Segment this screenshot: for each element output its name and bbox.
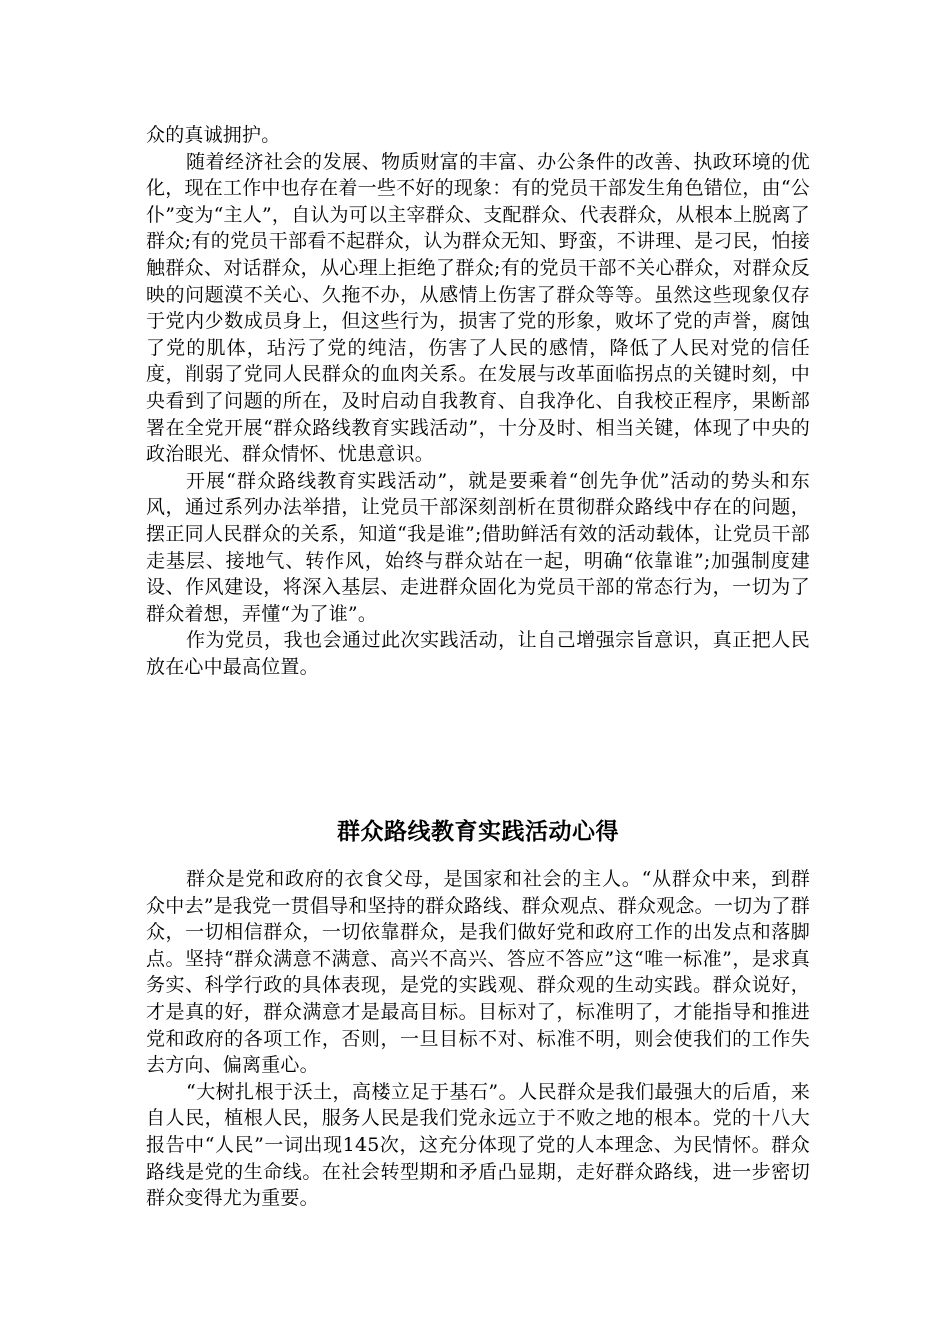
continued-essay-section: [146, 122, 810, 680]
paragraph-continuation: 众的真诚拥护。: [146, 124, 281, 146]
paragraph: 群众是党和政府的衣食父母，是国家和社会的主人。“从群众中来，到群众中去”是我党一贯倡导和坚持的群众路线、群众观点、群众观念。一切为了群众，一切相信群众，一切依靠群众，是我们做好党和政府工作的出发点和落脚点。坚持“群众满意不满意、高兴不高兴、答应不答应”这“唯一标准”，是求真务实、科学行政的具体表现，是党的实践观、群众观的生动实践。群众说好，才是真的好，群众满意才是最高目标。目标对了，标准明了，才能指导和推进党和政府的各项工作，否则，一旦目标不对、标准不明，则会使我们的工作失去方向、偏离重心。: [146, 868, 810, 1077]
paragraph: 作为党员，我也会通过此次实践活动，让自己增强宗旨意识，真正把人民放在心中最高位置。: [146, 629, 810, 678]
paragraph: “大树扎根于沃土，高楼立足于基石”。人民群众是我们最强大的后盾，来自人民，植根人民，服务人民是我们党永远立于不败之地的根本。党的十八大报告中“人民”一词出现145次，这充分体现了党的人本理念、为民情怀。群众路线是党的生命线。在社会转型期和矛盾凸显期，走好群众路线，进一步密切群众变得尤为重要。: [146, 1080, 810, 1210]
essay-body: [146, 866, 810, 1212]
paragraph: 开展“群众路线教育实践活动”，就是要乘着“创先争优”活动的势头和东风，通过系列办法举措，让党员干部深刻剖析在贯彻群众路线中存在的问题，摆正同人民群众的关系，知道“我是谁”;借助鲜活有效的活动载体，让党员干部走基层、接地气、转作风，始终与群众站在一起，明确“依靠谁”;加强制度建设、作风建设，将深入基层、走进群众固化为党员干部的常态行为，一切为了群众着想，弄懂“为了谁”。: [146, 469, 810, 625]
paragraph: 随着经济社会的发展、物质财富的丰富、办公条件的改善、执政环境的优化，现在工作中也存在着一些不好的现象：有的党员干部发生角色错位，由“公仆”变为“主人”，自认为可以主宰群众、支配群众、代表群众，从根本上脱离了群众;有的党员干部看不起群众，认为群众无知、野蛮，不讲理、是刁民，怕接触群众、对话群众，从心理上拒绝了群众;有的党员干部不关心群众，对群众反映的问题漠不关心、久拖不办，从感情上伤害了群众等等。虽然这些现象仅存于党内少数成员身上，但这些行为，损害了党的形象，败坏了党的声誉，腐蚀了党的肌体，玷污了党的纯洁，伤害了人民的感情，降低了人民对党的信任度，削弱了党同人民群众的血肉关系。在发展与改革面临拐点的关键时刻，中央看到了问题的所在，及时启动自我教育、自我净化、自我校正程序，果断部署在全党开展“群众路线教育实践活动”，十分及时、相当关键，体现了中央的政治眼光、群众情怀、忧患意识。: [146, 150, 810, 466]
essay-title: 群众路线教育实践活动心得: [337, 819, 619, 846]
